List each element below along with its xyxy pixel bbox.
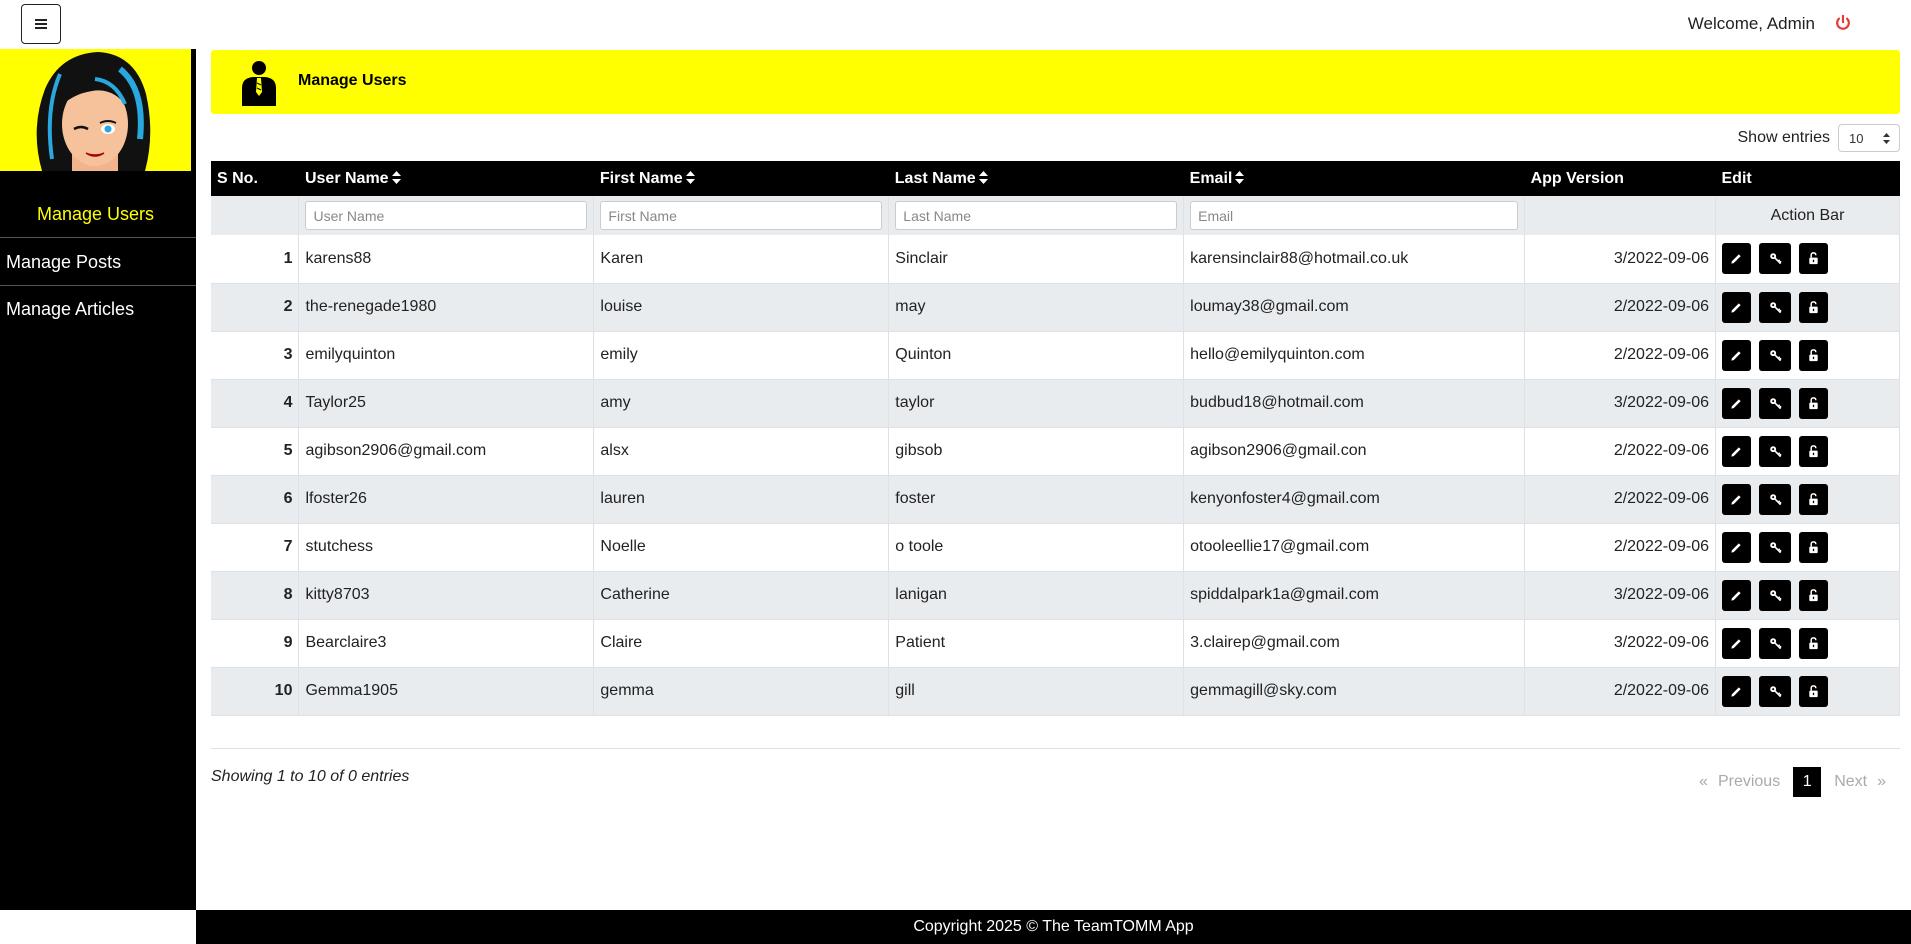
cell-actions: [1716, 427, 1900, 475]
key-icon: [1769, 637, 1782, 650]
pencil-icon: [1730, 252, 1743, 265]
table-row: [211, 475, 1900, 523]
cell-first-name: louise: [594, 283, 889, 331]
unlock-button[interactable]: [1799, 292, 1828, 323]
key-icon: [1769, 541, 1782, 554]
cell-sno: 3: [211, 331, 299, 379]
cell-last-name: foster: [889, 475, 1184, 523]
table-row: [211, 571, 1900, 619]
cell-sno: 5: [211, 427, 299, 475]
key-icon: [1769, 397, 1782, 410]
unlock-button[interactable]: [1799, 340, 1828, 371]
reset-password-button[interactable]: [1759, 292, 1791, 323]
page-number-current[interactable]: 1: [1793, 767, 1821, 797]
cell-first-name: Noelle: [594, 523, 889, 571]
table-divider: [211, 748, 1900, 749]
cell-app-version: 3/2022-09-06: [1525, 379, 1716, 427]
cell-actions: [1716, 571, 1900, 619]
edit-button[interactable]: [1722, 532, 1751, 563]
cell-username: Taylor25: [299, 379, 594, 427]
cell-email: otooleellie17@gmail.com: [1184, 523, 1525, 571]
key-icon: [1769, 493, 1782, 506]
edit-button[interactable]: [1722, 676, 1751, 707]
sidebar-item-manage-articles[interactable]: Manage Articles: [6, 299, 135, 319]
table-row: [211, 523, 1900, 571]
header-app-version: App Version: [1525, 161, 1716, 196]
cell-sno: 8: [211, 571, 299, 619]
table-row: [211, 619, 1900, 667]
pencil-icon: [1730, 685, 1743, 698]
edit-button[interactable]: [1722, 340, 1751, 371]
hamburger-icon: [35, 18, 47, 30]
cell-sno: 7: [211, 523, 299, 571]
cell-app-version: 3/2022-09-06: [1525, 235, 1716, 283]
cell-first-name: alsx: [594, 427, 889, 475]
cell-app-version: 2/2022-09-06: [1525, 283, 1716, 331]
unlock-icon: [1807, 252, 1820, 265]
last-page-link[interactable]: »: [1877, 773, 1886, 790]
pencil-icon: [1730, 445, 1743, 458]
cell-first-name: Claire: [594, 619, 889, 667]
unlock-button[interactable]: [1799, 580, 1828, 611]
header-username[interactable]: User Name: [299, 161, 594, 196]
power-icon[interactable]: [1834, 14, 1852, 32]
cell-sno: 6: [211, 475, 299, 523]
updown-caret-icon: [1883, 133, 1890, 144]
cell-app-version: 2/2022-09-06: [1525, 331, 1716, 379]
pencil-icon: [1730, 541, 1743, 554]
cell-first-name: emily: [594, 331, 889, 379]
header-last-name[interactable]: Last Name: [889, 161, 1184, 196]
cell-actions: [1716, 283, 1900, 331]
cell-app-version: 2/2022-09-06: [1525, 475, 1716, 523]
page-banner: [211, 50, 1900, 114]
sidebar-item-manage-posts[interactable]: Manage Posts: [6, 252, 122, 272]
footer: Copyright 2025 © The TeamTOMM App: [196, 910, 1911, 944]
pencil-icon: [1730, 397, 1743, 410]
cell-first-name: lauren: [594, 475, 889, 523]
cell-email: agibson2906@gmail.con: [1184, 427, 1525, 475]
username-filter-input[interactable]: [305, 201, 587, 230]
edit-button[interactable]: [1722, 292, 1751, 323]
header-first-name[interactable]: First Name: [594, 161, 889, 196]
cell-app-version: 3/2022-09-06: [1525, 619, 1716, 667]
filter-empty: [1525, 196, 1716, 235]
reset-password-button[interactable]: [1759, 676, 1791, 707]
unlock-icon: [1807, 349, 1820, 362]
unlock-icon: [1807, 397, 1820, 410]
entries-select-value: 10: [1849, 130, 1864, 146]
cell-last-name: Patient: [889, 619, 1184, 667]
key-icon: [1769, 445, 1782, 458]
cell-username: karens88: [299, 235, 594, 283]
page-title: Manage Users: [298, 72, 407, 89]
table-row: [211, 331, 1900, 379]
next-page-link[interactable]: Next: [1834, 773, 1868, 790]
key-icon: [1769, 252, 1782, 265]
cell-username: agibson2906@gmail.com: [299, 427, 594, 475]
entries-select[interactable]: [1838, 124, 1900, 152]
cell-sno: 9: [211, 619, 299, 667]
cell-actions: [1716, 235, 1900, 283]
unlock-icon: [1807, 589, 1820, 602]
user-tie-icon: [239, 60, 279, 106]
unlock-icon: [1807, 301, 1820, 314]
cell-username: lfoster26: [299, 475, 594, 523]
cell-last-name: Quinton: [889, 331, 1184, 379]
first-page-link[interactable]: «: [1699, 773, 1708, 790]
cell-actions: [1716, 523, 1900, 571]
cell-last-name: o toole: [889, 523, 1184, 571]
sort-icon: [392, 171, 401, 184]
first-name-filter-input[interactable]: [600, 201, 882, 230]
cell-last-name: lanigan: [889, 571, 1184, 619]
cell-first-name: gemma: [594, 667, 889, 715]
edit-button[interactable]: [1722, 388, 1751, 419]
cell-actions: [1716, 379, 1900, 427]
reset-password-button[interactable]: [1759, 580, 1791, 611]
cell-last-name: Sinclair: [889, 235, 1184, 283]
edit-button[interactable]: [1722, 484, 1751, 515]
pencil-icon: [1730, 637, 1743, 650]
cell-username: Bearclaire3: [299, 619, 594, 667]
table-row: [211, 235, 1900, 283]
pencil-icon: [1730, 349, 1743, 362]
sidebar-divider: [0, 285, 196, 286]
cell-email: hello@emilyquinton.com: [1184, 331, 1525, 379]
edit-button[interactable]: [1722, 580, 1751, 611]
cell-email: budbud18@hotmail.com: [1184, 379, 1525, 427]
pencil-icon: [1730, 493, 1743, 506]
unlock-icon: [1807, 685, 1820, 698]
reset-password-button[interactable]: [1759, 532, 1791, 563]
edit-button[interactable]: [1722, 436, 1751, 467]
unlock-icon: [1807, 445, 1820, 458]
cell-sno: 10: [211, 667, 299, 715]
last-name-filter-input[interactable]: [895, 201, 1177, 230]
welcome-text: Welcome, Admin: [1687, 14, 1815, 33]
key-icon: [1769, 589, 1782, 602]
table-row: [211, 379, 1900, 427]
sort-icon: [1235, 171, 1244, 184]
key-icon: [1769, 685, 1782, 698]
reset-password-button[interactable]: [1759, 436, 1791, 467]
sort-icon: [686, 171, 695, 184]
cell-actions: [1716, 667, 1900, 715]
cell-email: karensinclair88@hotmail.co.uk: [1184, 235, 1525, 283]
cell-last-name: may: [889, 283, 1184, 331]
unlock-button[interactable]: [1799, 243, 1828, 274]
cell-username: kitty8703: [299, 571, 594, 619]
email-filter-input[interactable]: [1190, 201, 1518, 230]
show-entries-control: [1738, 124, 1901, 152]
cell-app-version: 2/2022-09-06: [1525, 667, 1716, 715]
cell-email: kenyonfoster4@gmail.com: [1184, 475, 1525, 523]
cell-app-version: 3/2022-09-06: [1525, 571, 1716, 619]
pagination: [1694, 767, 1891, 797]
header-edit: Edit: [1716, 161, 1900, 196]
header-email[interactable]: Email: [1184, 161, 1525, 196]
unlock-button[interactable]: [1799, 676, 1828, 707]
cell-first-name: Catherine: [594, 571, 889, 619]
filter-empty: [211, 196, 299, 235]
cell-email: spiddalpark1a@gmail.com: [1184, 571, 1525, 619]
unlock-button[interactable]: [1799, 436, 1828, 467]
cell-sno: 4: [211, 379, 299, 427]
avatar: [0, 49, 191, 171]
pencil-icon: [1730, 301, 1743, 314]
cell-sno: 2: [211, 283, 299, 331]
unlock-icon: [1807, 541, 1820, 554]
cell-username: the-renegade1980: [299, 283, 594, 331]
show-entries-label: Show entries: [1737, 129, 1830, 146]
cell-username: stutchess: [299, 523, 594, 571]
cell-last-name: gibsob: [889, 427, 1184, 475]
cell-email: 3.clairep@gmail.com: [1184, 619, 1525, 667]
cell-username: Gemma1905: [299, 667, 594, 715]
table-row: [211, 283, 1900, 331]
cell-first-name: amy: [594, 379, 889, 427]
table-info: Showing 1 to 10 of 0 entries: [211, 768, 410, 785]
cell-first-name: Karen: [594, 235, 889, 283]
cell-app-version: 2/2022-09-06: [1525, 427, 1716, 475]
unlock-button[interactable]: [1799, 484, 1828, 515]
menu-toggle-button[interactable]: [21, 4, 61, 44]
cell-username: emilyquinton: [299, 331, 594, 379]
edit-button[interactable]: [1722, 628, 1751, 659]
reset-password-button[interactable]: [1759, 243, 1791, 274]
cell-sno: 1: [211, 235, 299, 283]
edit-button[interactable]: [1722, 243, 1751, 274]
sort-icon: [979, 171, 988, 184]
cell-actions: [1716, 331, 1900, 379]
header-sno: S No.: [211, 161, 299, 196]
reset-password-button[interactable]: [1759, 628, 1791, 659]
table-row: [211, 427, 1900, 475]
cell-email: loumay38@gmail.com: [1184, 283, 1525, 331]
unlock-button[interactable]: [1799, 388, 1828, 419]
sidebar-item-manage-users[interactable]: Manage Users: [36, 204, 155, 224]
key-icon: [1769, 301, 1782, 314]
cell-last-name: gill: [889, 667, 1184, 715]
action-bar-label: Action Bar: [1716, 196, 1900, 235]
reset-password-button[interactable]: [1759, 340, 1791, 371]
cell-actions: [1716, 619, 1900, 667]
unlock-icon: [1807, 493, 1820, 506]
unlock-icon: [1807, 637, 1820, 650]
pencil-icon: [1730, 589, 1743, 602]
reset-password-button[interactable]: [1759, 388, 1791, 419]
unlock-button[interactable]: [1799, 628, 1828, 659]
reset-password-button[interactable]: [1759, 484, 1791, 515]
sidebar-divider: [0, 237, 196, 238]
cell-email: gemmagill@sky.com: [1184, 667, 1525, 715]
cell-actions: [1716, 475, 1900, 523]
cell-app-version: 2/2022-09-06: [1525, 523, 1716, 571]
table-row: [211, 667, 1900, 715]
cell-last-name: taylor: [889, 379, 1184, 427]
top-bar: [0, 0, 1911, 49]
unlock-button[interactable]: [1799, 532, 1828, 563]
users-table: [211, 161, 1900, 716]
previous-page-link[interactable]: Previous: [1717, 773, 1781, 790]
sidebar: [0, 49, 196, 910]
key-icon: [1769, 349, 1782, 362]
